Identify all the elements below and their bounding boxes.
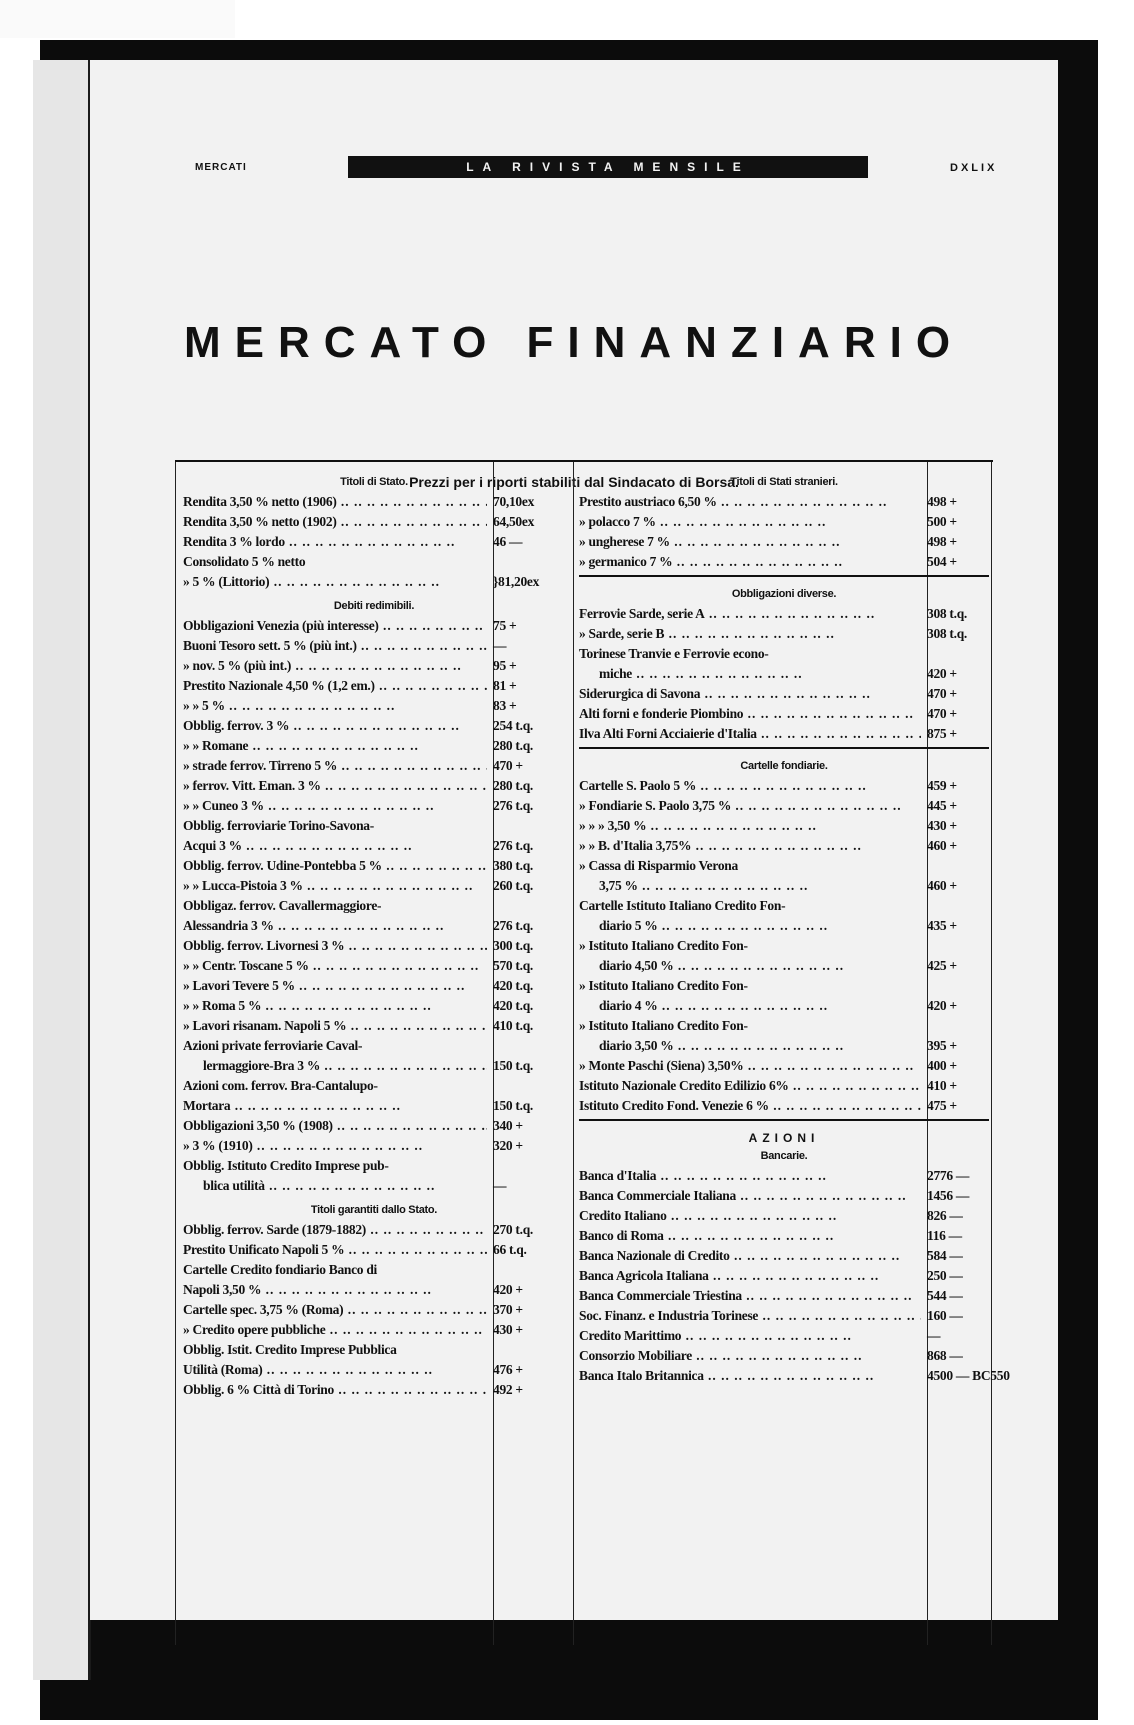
table-row <box>183 1220 565 1240</box>
price-value: 420 t.q. <box>493 978 533 993</box>
price-value: 308 t.q. <box>927 626 967 641</box>
security-name: » ferrov. Vitt. Eman. 3 % .. .. <box>183 776 487 796</box>
table-row <box>183 492 565 512</box>
table-border-right <box>991 462 992 1645</box>
table-row <box>183 1260 565 1280</box>
security-name: Alti forni e fonderie Piombino .. .. <box>579 704 921 724</box>
security-name: » » Roma 5 % .. .. <box>183 996 487 1016</box>
table-row <box>579 1346 989 1366</box>
price-value: 875 + <box>927 726 957 741</box>
security-name: » ungherese 7 % .. .. <box>579 532 921 552</box>
table-row <box>579 776 989 796</box>
security-name: Rendita 3,50 % netto (1906) .. .. <box>183 492 487 512</box>
table-row <box>579 1286 989 1306</box>
table-row <box>183 816 565 836</box>
table-row <box>183 1280 565 1300</box>
table-row <box>579 1306 989 1326</box>
table-row <box>579 976 989 996</box>
security-name: » » Lucca-Pistoia 3 % .. .. <box>183 876 487 896</box>
security-name: » Cassa di Risparmio Verona <box>579 858 738 873</box>
page-number: DXLIX <box>950 162 998 174</box>
page-title: MERCATO FINANZIARIO <box>183 318 965 367</box>
table-row <box>579 836 989 856</box>
table-divider-2 <box>573 462 574 1645</box>
security-name: diario 5 % .. .. <box>579 916 921 936</box>
table-row <box>183 1076 565 1096</box>
table-row <box>183 532 565 552</box>
price-value: 116 — <box>927 1228 962 1243</box>
price-value: 370 + <box>493 1302 523 1317</box>
price-value: 868 — <box>927 1348 963 1363</box>
price-value: 276 t.q. <box>493 838 533 853</box>
price-value: 4500 — BC550 <box>927 1368 1010 1383</box>
table-row <box>579 936 989 956</box>
price-value <box>921 1016 989 1036</box>
security-name: Azioni private ferroviarie Caval- <box>183 1038 363 1053</box>
price-value: 445 + <box>927 798 957 813</box>
table-row <box>183 856 565 876</box>
price-value <box>921 936 989 956</box>
security-name: Rendita 3 % lordo .. .. <box>183 532 487 552</box>
table-row <box>579 816 989 836</box>
table-row <box>183 1240 565 1260</box>
price-value: 498 + <box>927 534 957 549</box>
left-column <box>183 468 565 1400</box>
table-row <box>183 1360 565 1380</box>
price-value: 500 + <box>927 514 957 529</box>
security-name: Alessandria 3 % .. .. <box>183 916 487 936</box>
security-name: Utilità (Roma) .. .. <box>183 1360 487 1380</box>
table-row <box>579 624 989 644</box>
security-name: Cartelle Istituto Italiano Credito Fon- <box>579 898 786 913</box>
price-value: 260 t.q. <box>493 878 533 893</box>
security-name: » Credito opere pubbliche .. .. <box>183 1320 487 1340</box>
security-name: Istituto Credito Fond. Venezie 6 % .. .. <box>579 1096 921 1116</box>
price-value: 380 t.q. <box>493 858 533 873</box>
price-value: 459 + <box>927 778 957 793</box>
table-row <box>579 664 989 684</box>
table-row <box>183 696 565 716</box>
price-value: 75 + <box>493 618 517 633</box>
table-row <box>579 552 989 572</box>
security-name: » » Centr. Toscane 5 % .. .. <box>183 956 487 976</box>
price-value: 276 t.q. <box>493 798 533 813</box>
price-value: 410 t.q. <box>493 1018 533 1033</box>
price-value: 270 t.q. <box>493 1222 533 1237</box>
price-value: 320 + <box>493 1138 523 1153</box>
security-name: » 3 % (1910) .. .. <box>183 1136 487 1156</box>
section-heading: Titoli garantiti dallo Stato. <box>310 1204 438 1216</box>
table-row <box>183 896 565 916</box>
security-name: Obbligazioni 3,50 % (1908) .. .. <box>183 1116 487 1136</box>
price-value: 492 + <box>493 1382 523 1397</box>
price-value: 420 + <box>927 998 957 1013</box>
price-value <box>487 1036 565 1056</box>
price-value: 460 + <box>927 878 957 893</box>
price-value: 475 + <box>927 1098 957 1113</box>
price-value: 470 + <box>493 758 523 773</box>
security-name: » » Romane .. .. <box>183 736 487 756</box>
price-value: 435 + <box>927 918 957 933</box>
price-value: 81 + <box>493 678 517 693</box>
right-column <box>579 468 1010 1386</box>
table-row <box>579 876 989 896</box>
security-name: » nov. 5 % (più int.) .. .. <box>183 656 487 676</box>
section-heading: Cartelle fondiarie. <box>740 760 828 772</box>
security-name: » » B. d'Italia 3,75% .. .. <box>579 836 921 856</box>
section-rule <box>579 747 989 749</box>
table-row <box>183 756 565 776</box>
security-name: Obblig. ferrov. Udine-Pontebba 5 % .. .. <box>183 856 487 876</box>
security-name: » Istituto Italiano Credito Fon- <box>579 938 748 953</box>
security-name: lermaggiore-Bra 3 % .. .. <box>183 1056 487 1076</box>
table-row <box>579 1326 989 1346</box>
table-row <box>183 716 565 736</box>
price-value: 420 + <box>927 666 957 681</box>
price-value: 570 t.q. <box>493 958 533 973</box>
table-row <box>579 856 989 876</box>
table-row <box>183 976 565 996</box>
table-row <box>183 836 565 856</box>
price-value: 584 — <box>927 1248 963 1263</box>
table-row <box>183 572 565 592</box>
table-row <box>579 1166 989 1186</box>
price-value: 400 + <box>927 1058 957 1073</box>
price-value: 276 t.q. <box>493 918 533 933</box>
security-name: Acqui 3 % .. .. <box>183 836 487 856</box>
price-value: 504 + <box>927 554 957 569</box>
security-name: Obblig. ferroviarie Torino-Savona- <box>183 818 374 833</box>
security-name: Credito Italiano .. .. <box>579 1206 921 1226</box>
table-row <box>579 1266 989 1286</box>
price-value: 410 + <box>927 1078 957 1093</box>
price-value: 826 — <box>927 1208 963 1223</box>
table-row <box>579 1056 989 1076</box>
security-name: Obbligazioni Venezia (più interesse) .. .. <box>183 616 487 636</box>
price-value: 70,10ex <box>493 494 535 509</box>
price-value: — <box>493 1178 507 1193</box>
security-name: » Fondiarie S. Paolo 3,75 % .. .. <box>579 796 921 816</box>
table-row <box>579 1206 989 1226</box>
table-row <box>183 956 565 976</box>
security-name: Cartelle S. Paolo 5 % .. .. <box>579 776 921 796</box>
table-row <box>579 704 989 724</box>
security-name: Obblig. ferrov. Sarde (1879-1882) .. .. <box>183 1220 487 1240</box>
price-value: }81,20ex <box>493 574 540 589</box>
price-value: 300 t.q. <box>493 938 533 953</box>
table-row <box>183 1056 565 1076</box>
security-name: Banca Agricola Italiana .. .. <box>579 1266 921 1286</box>
price-value: 1456 — <box>927 1188 970 1203</box>
price-value: 250 — <box>927 1268 963 1283</box>
table-row <box>183 512 565 532</box>
table-row <box>183 656 565 676</box>
table-row <box>183 676 565 696</box>
table-row <box>579 1186 989 1206</box>
table-row <box>183 616 565 636</box>
security-name: Prestito Nazionale 4,50 % (1,2 em.) .. .. <box>183 676 487 696</box>
table-row <box>183 636 565 656</box>
price-value: 470 + <box>927 706 957 721</box>
security-name: » » Cuneo 3 % .. .. <box>183 796 487 816</box>
security-name: diario 3,50 % .. .. <box>579 1036 921 1056</box>
table-row <box>579 916 989 936</box>
page-subtitle: Prezzi per i riporti stabiliti dal Sindacato di Borsa. <box>409 474 739 490</box>
security-name: diario 4 % .. .. <box>579 996 921 1016</box>
page <box>90 60 1058 1620</box>
table-row <box>183 1096 565 1116</box>
price-value: 430 + <box>493 1322 523 1337</box>
table-row <box>579 1226 989 1246</box>
price-value: 420 + <box>493 1282 523 1297</box>
price-value: 2776 — <box>927 1168 970 1183</box>
security-name: » 5 % (Littorio) .. .. <box>183 572 487 592</box>
section-heading: Debiti redimibili. <box>333 600 415 612</box>
security-name: blica utilità .. .. <box>183 1176 487 1196</box>
price-value <box>921 644 989 664</box>
price-value <box>921 976 989 996</box>
table-row <box>579 512 989 532</box>
table-row <box>579 1246 989 1266</box>
security-name: » strade ferrov. Tirreno 5 % .. .. <box>183 756 487 776</box>
price-value: 150 t.q. <box>493 1098 533 1113</box>
table-row <box>183 916 565 936</box>
table-row <box>579 492 989 512</box>
security-name: » Istituto Italiano Credito Fon- <box>579 1018 748 1033</box>
price-value: 254 t.q. <box>493 718 533 733</box>
table-row <box>183 996 565 1016</box>
scan-corner <box>0 0 235 38</box>
price-value: 476 + <box>493 1362 523 1377</box>
price-value: 150 t.q. <box>493 1058 533 1073</box>
table-row <box>579 1016 989 1036</box>
price-value <box>487 1260 565 1280</box>
security-name: Banca d'Italia .. .. <box>579 1166 921 1186</box>
security-name: » » » 3,50 % .. .. <box>579 816 921 836</box>
price-value: 460 + <box>927 838 957 853</box>
price-value: — <box>927 1328 941 1343</box>
security-name: » polacco 7 % .. .. <box>579 512 921 532</box>
table-row <box>183 796 565 816</box>
security-name: » Istituto Italiano Credito Fon- <box>579 978 748 993</box>
table-row <box>183 776 565 796</box>
table-row <box>183 1156 565 1176</box>
table-row <box>183 552 565 572</box>
running-header-band: LA RIVISTA MENSILE <box>348 156 868 178</box>
security-name: Siderurgica di Savona .. .. <box>579 684 921 704</box>
security-name: Cartelle spec. 3,75 % (Roma) .. .. <box>183 1300 487 1320</box>
table-border-left <box>175 462 176 1645</box>
table-row <box>183 876 565 896</box>
security-name: Banca Commerciale Triestina .. .. <box>579 1286 921 1306</box>
price-value: 160 — <box>927 1308 963 1323</box>
table-row <box>183 1300 565 1320</box>
security-name: Obblig. ferrov. 3 % .. .. <box>183 716 487 736</box>
security-name: Prestito Unificato Napoli 5 % .. .. <box>183 1240 487 1260</box>
section-heading: Obbligazioni diverse. <box>731 588 837 600</box>
security-name: » Lavori risanam. Napoli 5 % .. .. <box>183 1016 487 1036</box>
section-subheading: Bancarie. <box>760 1150 808 1162</box>
section-rule <box>579 575 989 577</box>
table-row <box>579 956 989 976</box>
table-row <box>183 736 565 756</box>
security-name: » Lavori Tevere 5 % .. .. <box>183 976 487 996</box>
price-value: 66 t.q. <box>493 1242 527 1257</box>
price-value: 340 + <box>493 1118 523 1133</box>
table-row <box>579 1076 989 1096</box>
security-name: Obblig. 6 % Città di Torino .. .. <box>183 1380 487 1400</box>
table-row <box>183 1380 565 1400</box>
security-name: diario 4,50 % .. .. <box>579 956 921 976</box>
price-value: 395 + <box>927 1038 957 1053</box>
security-name: Ilva Alti Forni Acciaierie d'Italia .. .. <box>579 724 921 744</box>
price-value: 280 t.q. <box>493 738 533 753</box>
security-name: Azioni com. ferrov. Bra-Cantalupo- <box>183 1078 378 1093</box>
table-row <box>579 896 989 916</box>
security-name: Credito Marittimo .. .. <box>579 1326 921 1346</box>
security-name: Ferrovie Sarde, serie A .. .. <box>579 604 921 624</box>
price-value: 498 + <box>927 494 957 509</box>
table-row <box>579 1366 1010 1386</box>
price-value <box>487 1156 565 1176</box>
security-name: Cartelle Credito fondiario Banco di <box>183 1262 377 1277</box>
security-name: Soc. Finanz. e Industria Torinese .. .. <box>579 1306 921 1326</box>
security-name: Obblig. Istit. Credito Imprese Pubblica <box>183 1342 397 1357</box>
table-row <box>579 684 989 704</box>
security-name: » Sarde, serie B .. .. <box>579 624 921 644</box>
table-row <box>579 724 989 744</box>
table-row <box>579 796 989 816</box>
table-row <box>579 1036 989 1056</box>
table-row <box>579 532 989 552</box>
table-row <box>183 1320 565 1340</box>
security-name: Banca Italo Britannica .. .. <box>579 1366 921 1386</box>
security-name: Napoli 3,50 % .. .. <box>183 1280 487 1300</box>
price-value <box>487 816 565 836</box>
price-value <box>487 1076 565 1096</box>
security-name: 3,75 % .. .. <box>579 876 921 896</box>
table-row <box>579 644 989 664</box>
price-value: 83 + <box>493 698 517 713</box>
security-name: Banca Nazionale di Credito .. .. <box>579 1246 921 1266</box>
table-row <box>183 1016 565 1036</box>
table-row <box>579 996 989 1016</box>
table-row <box>183 1116 565 1136</box>
page-gutter <box>33 60 91 1680</box>
security-name: Mortara .. .. <box>183 1096 487 1116</box>
section-heading: AZIONI <box>748 1131 820 1145</box>
table-row <box>183 1176 565 1196</box>
price-value <box>487 896 565 916</box>
security-name: Banco di Roma .. .. <box>579 1226 921 1246</box>
table-row <box>183 1340 565 1360</box>
security-name: Banca Commerciale Italiana .. .. <box>579 1186 921 1206</box>
section-rule <box>579 1119 989 1121</box>
security-name: Torinese Tranvie e Ferrovie econo- <box>579 646 769 661</box>
price-value <box>921 856 989 876</box>
section-heading: Titoli di Stato. <box>340 476 408 488</box>
price-value: 64,50ex <box>493 514 535 529</box>
security-name: » Monte Paschi (Siena) 3,50% .. .. <box>579 1056 921 1076</box>
price-value: — <box>493 638 507 653</box>
security-name: Obbligaz. ferrov. Cavallermaggiore- <box>183 898 382 913</box>
price-value: 470 + <box>927 686 957 701</box>
security-name: » germanico 7 % .. .. <box>579 552 921 572</box>
price-value <box>921 896 989 916</box>
security-name: Prestito austriaco 6,50 % .. .. <box>579 492 921 512</box>
security-name: Buoni Tesoro sett. 5 % (più int.) .. .. <box>183 636 487 656</box>
price-value: 280 t.q. <box>493 778 533 793</box>
price-value: 430 + <box>927 818 957 833</box>
running-header-left: MERCATI <box>195 162 247 173</box>
security-name: Istituto Nazionale Credito Edilizio 6% .. .. <box>579 1076 921 1096</box>
security-name: Obblig. Istituto Credito Imprese pub- <box>183 1158 389 1173</box>
security-name: Consolidato 5 % netto <box>183 554 306 569</box>
security-name: miche .. .. <box>579 664 921 684</box>
table-row <box>183 936 565 956</box>
table-row <box>183 1136 565 1156</box>
security-name: Obblig. ferrov. Livornesi 3 % .. .. <box>183 936 487 956</box>
price-value: 95 + <box>493 658 517 673</box>
price-value: 46 — <box>493 534 523 549</box>
price-value <box>487 1340 565 1360</box>
price-value <box>487 552 565 572</box>
table-row <box>579 1096 989 1116</box>
price-table <box>175 460 1010 1645</box>
security-name: Consorzio Mobiliare .. .. <box>579 1346 921 1366</box>
table-row <box>579 604 989 624</box>
price-value: 308 t.q. <box>927 606 967 621</box>
section-heading: Titoli di Stati stranieri. <box>730 476 838 488</box>
price-value: 425 + <box>927 958 957 973</box>
table-row <box>183 1036 565 1056</box>
security-name: » » 5 % .. .. <box>183 696 487 716</box>
price-value: 420 t.q. <box>493 998 533 1013</box>
security-name: Rendita 3,50 % netto (1902) .. .. <box>183 512 487 532</box>
price-value: 544 — <box>927 1288 963 1303</box>
